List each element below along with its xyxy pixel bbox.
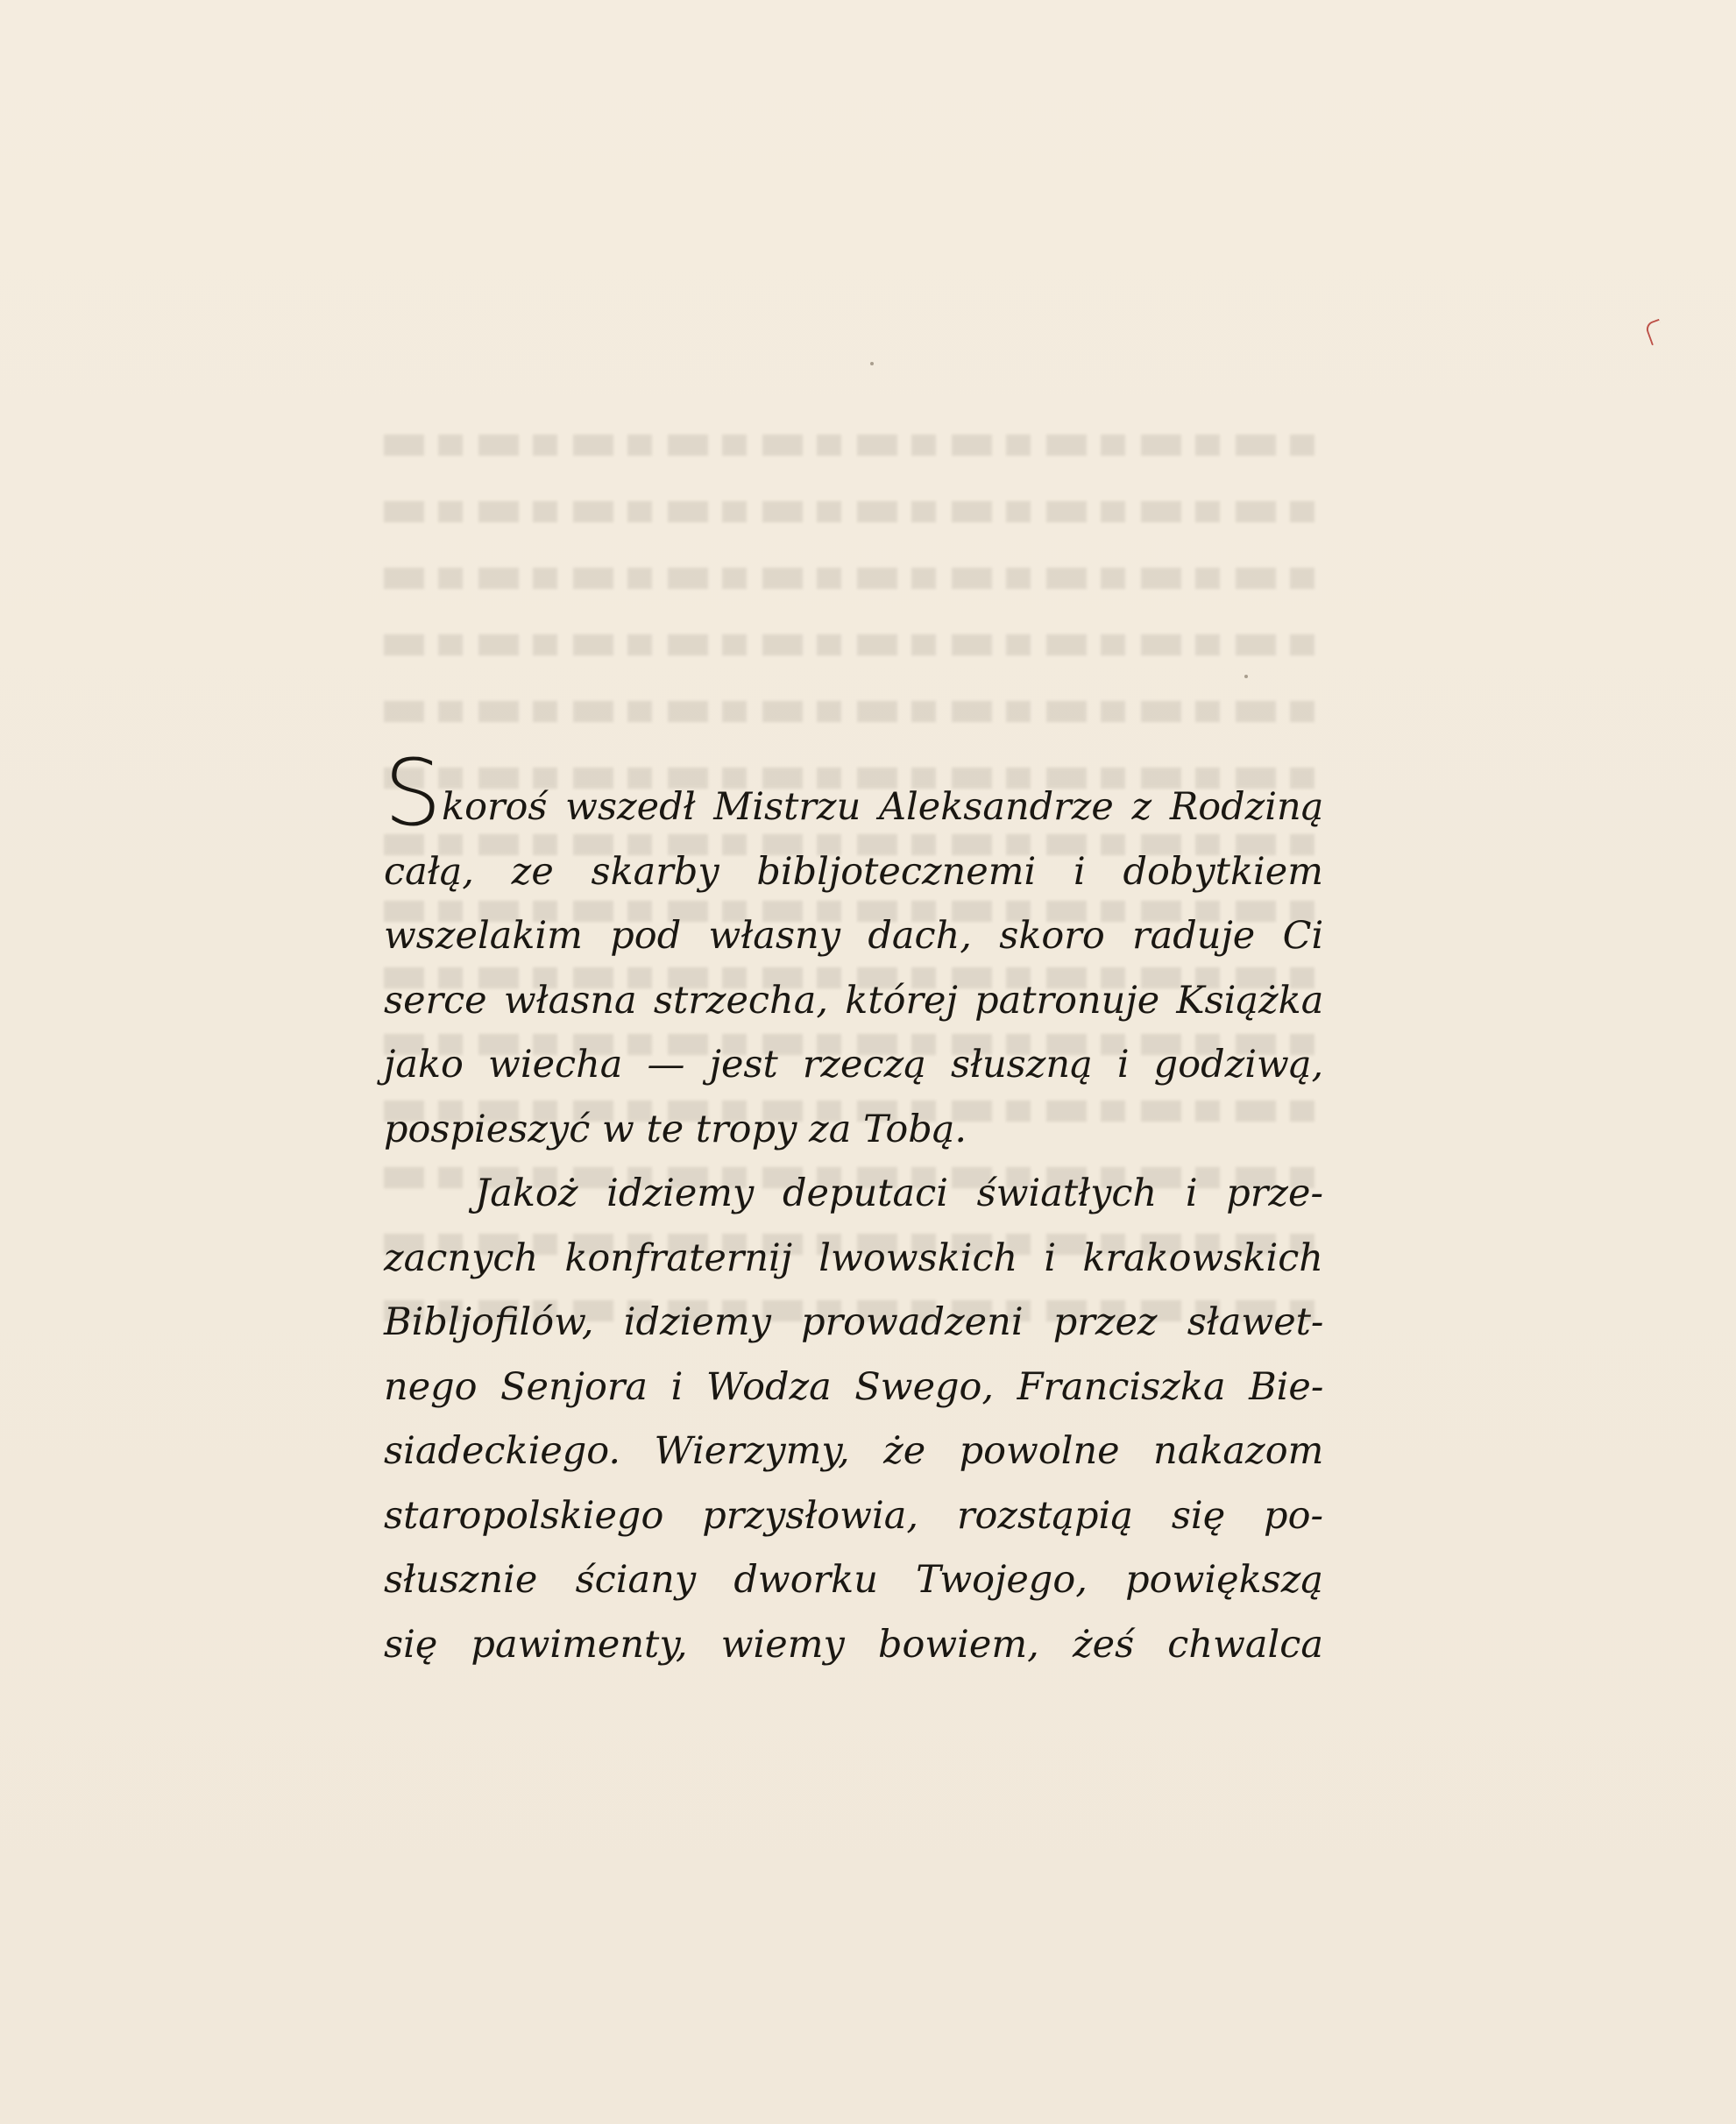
text-line: Skoroś wszedł Mistrzu Aleksandrze z Rodziną xyxy=(384,740,1324,846)
text-line: pospieszyć w te tropy za Tobą. xyxy=(384,1107,967,1151)
text-line: słusznie ściany dworku Twojego, powiększą xyxy=(384,1558,1323,1602)
text-line: nego Senjora i Wodza Swego, Franciszka Bie- xyxy=(384,1364,1324,1409)
paper-speck xyxy=(1244,675,1248,678)
text-line: Jakoż idziemy deputaci światłych i prze- xyxy=(475,1172,1323,1215)
text-line: Bibljofilów, idziemy prowadzeni przez sławet- xyxy=(384,1300,1324,1344)
text-line: serce własna strzecha, której patronuje Książka xyxy=(384,978,1324,1023)
paper-speck xyxy=(870,362,874,365)
text-line: się pawimenty, wiemy bowiem, żeś chwalca xyxy=(384,1622,1323,1667)
text-line: zacnych konfraternij lwowskich i krakowskich xyxy=(384,1235,1323,1280)
text-line: wszelakim pod własny dach, skoro raduje Ci xyxy=(384,914,1324,958)
red-pencil-mark xyxy=(1644,319,1667,346)
text-line: staropolskiego przysłowia, rozstąpią się po- xyxy=(384,1493,1323,1538)
drop-cap: S xyxy=(384,740,441,846)
paragraph-2 xyxy=(384,1162,1323,1677)
body-text xyxy=(384,740,1324,1677)
text-line: jako wiecha — jest rzeczą słuszną i godziwą, xyxy=(384,1043,1324,1087)
text-line: siadeckiego. Wierzymy, że powolne nakazom xyxy=(384,1429,1324,1473)
paragraph-1 xyxy=(384,740,1324,1162)
text-line: całą, ze skarby bibljotecznemi i dobytkiem xyxy=(384,849,1323,894)
